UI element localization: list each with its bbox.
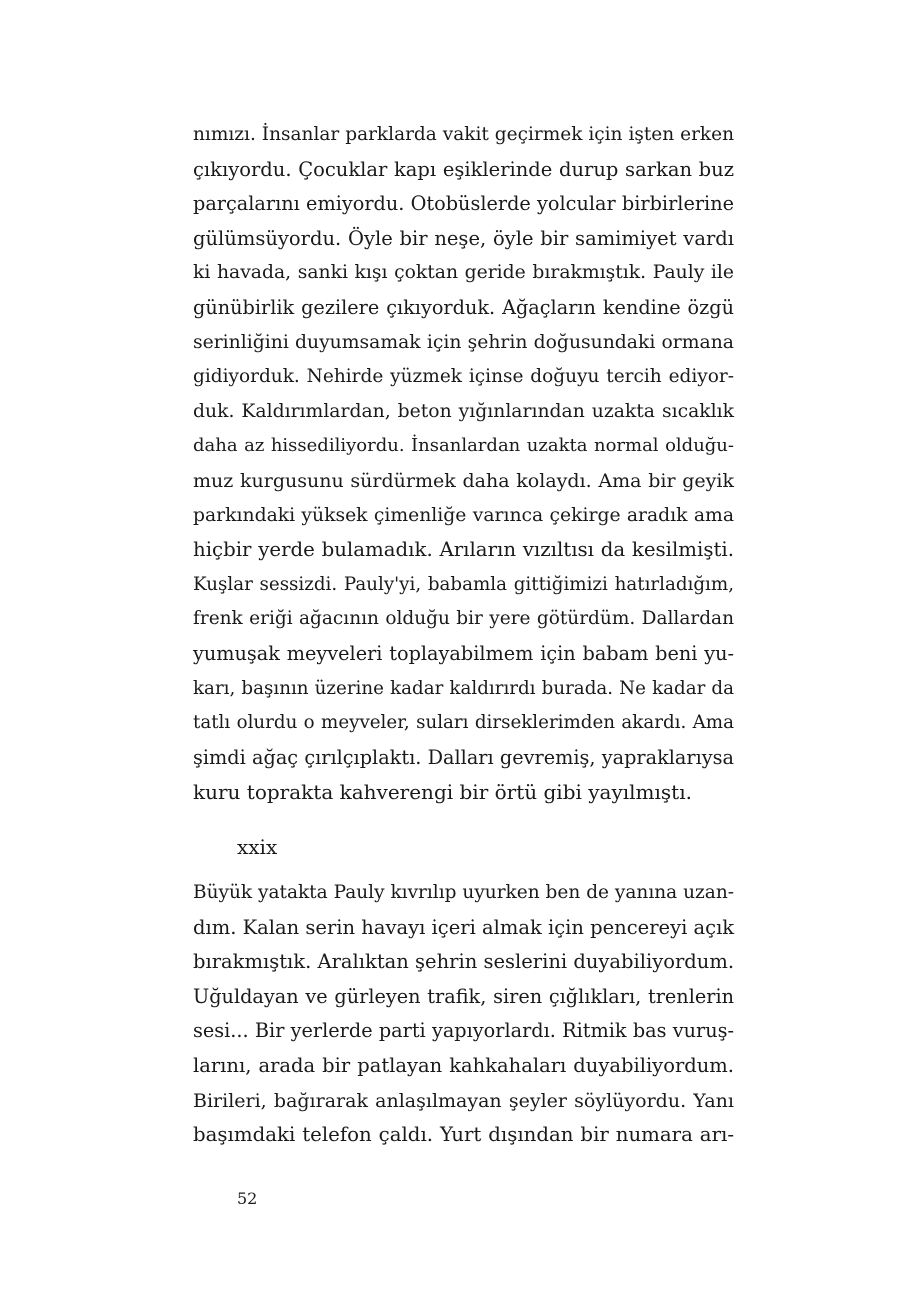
text-line: karı, başının üzerine kadar kaldırırdı burada. Ne kadar da <box>193 677 734 699</box>
text-line: parkındaki yüksek çimenliğe varınca çekirge aradık ama <box>193 504 734 526</box>
text-line: kuru toprakta kahverengi bir örtü gibi yayılmıştı. <box>193 780 692 805</box>
text-line: ki havada, sanki kışı çoktan geride bırakmıştık. Pauly ile <box>193 262 734 284</box>
text-line: gülümsüyordu. Öyle bir neşe, öyle bir samimiyet vardı <box>193 226 734 250</box>
page-number: 52 <box>237 1189 258 1208</box>
text-line: tatlı olurdu o meyveler, suları dirseklerimden akardı. Ama <box>193 712 734 734</box>
text-line: günübirlik gezilere çıkıyorduk. Ağaçların kendine özgü <box>193 295 734 319</box>
text-line: sesi... Bir yerlerde parti yapıyorlardı. Ritmik bas vuruş- <box>193 1019 734 1043</box>
text-line: dım. Kalan serin havayı içeri almak için pencereyi açık <box>193 915 735 939</box>
text-line: daha az hissediliyordu. İnsanlardan uzakta normal olduğu- <box>193 435 734 457</box>
text-line: serinliğini duyumsamak için şehrin doğusundaki ormana <box>193 331 734 353</box>
text-line: parçalarını emiyordu. Otobüslerde yolcular birbirlerine <box>193 192 734 216</box>
text-line: Kuşlar sessizdi. Pauly'yi, babamla gittiğimizi hatırladığım, <box>193 573 734 595</box>
text-line: muz kurgusunu sürdürmek daha kolaydı. Ama bir geyik <box>193 469 734 492</box>
text-line: başımdaki telefon çaldı. Yurt dışından bir numara arı- <box>193 1123 734 1147</box>
text-line: hiçbir yerde bulamadık. Arıların vızıltısı da kesilmişti. <box>193 538 734 562</box>
text-line: Birileri, bağırarak anlaşılmayan şeyler söylüyordu. Yanı <box>193 1089 734 1112</box>
text-line: bırakmıştık. Aralıktan şehrin seslerini duyabiliyordum. <box>193 950 735 974</box>
text-line: duk. Kaldırımlardan, beton yığınlarından uzakta sıcaklık <box>193 400 734 422</box>
paragraph-section-xxix <box>193 876 734 1153</box>
text-line: gidiyorduk. Nehirde yüzmek içinse doğuyu tercih ediyor- <box>193 366 734 388</box>
text-line: frenk eriği ağacının olduğu bir yere götürdüm. Dallardan <box>193 608 734 630</box>
text-line: Uğuldayan ve gürleyen trafik, siren çığlıkları, trenlerin <box>193 984 734 1008</box>
text-line: larını, arada bir patlayan kahkahaları duyabiliyordum. <box>193 1053 734 1077</box>
section-number: xxix <box>237 835 278 859</box>
text-line: nımızı. İnsanlar parklarda vakit geçirmek için işten erken <box>193 124 734 145</box>
text-line: şimdi ağaç çırılçıplaktı. Dalları gevremiş, yapraklarıysa <box>193 745 734 769</box>
text-line: Büyük yatakta Pauly kıvrılıp uyurken ben de yanına uzan- <box>193 882 734 903</box>
text-line: çıkıyordu. Çocuklar kapı eşiklerinde durup sarkan buz <box>193 157 734 181</box>
text-line: yumuşak meyveleri toplayabilmem için babam beni yu- <box>193 641 734 665</box>
paragraph-continuation <box>193 118 734 810</box>
